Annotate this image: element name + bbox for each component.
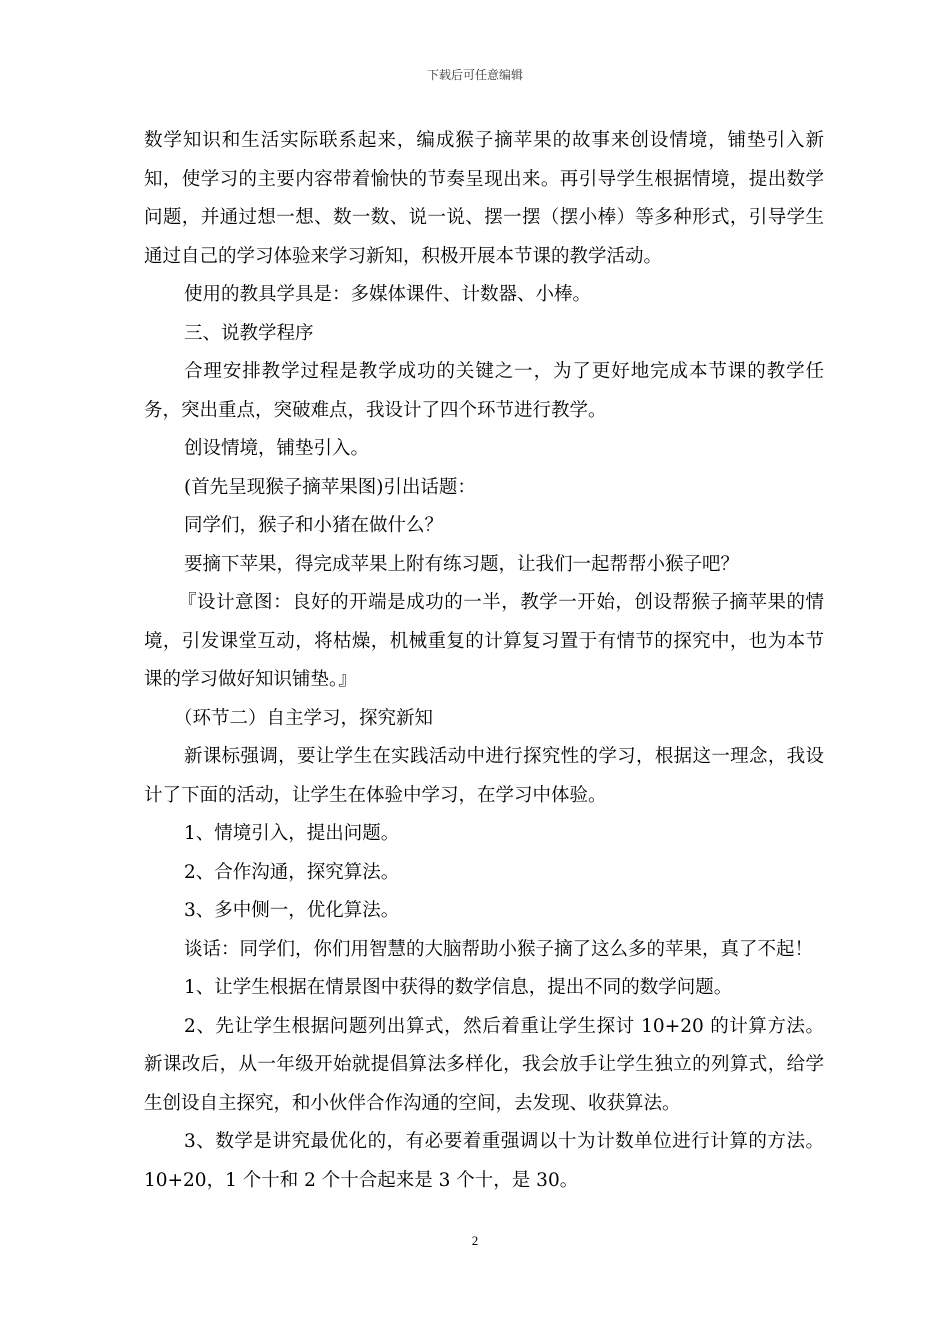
list-item: 1、情境引入，提出问题。	[184, 823, 400, 844]
list-item: 3、数学是讲究最优化的，有必要着重强调以十为计数单位进行计算的方法。10+20，1 个十和 2 个十合起来是 3 个十，是 30。	[144, 1131, 824, 1191]
paragraph: 要摘下苹果，得完成苹果上附有练习题，让我们一起帮帮小猴子吧？	[184, 553, 740, 575]
section-heading: （环节二）自主学习，探究新知	[174, 707, 434, 729]
list-item: 1、让学生根据在情景图中获得的数学信息，提出不同的数学问题。	[184, 977, 733, 998]
paragraph: 创设情境，铺垫引入。	[184, 438, 370, 459]
paragraph: 新课标强调，要让学生在实践活动中进行探究性的学习，根据这一理念，我设计了下面的活动，让学生在体验中学习，在学习中体验。	[144, 746, 824, 806]
paragraph: 合理安排教学过程是教学成功的关键之一，为了更好地完成本节课的教学任务，突出重点，突破难点，我设计了四个环节进行教学。	[144, 361, 824, 421]
paragraph: 同学们，猴子和小猪在做什么？	[184, 515, 444, 536]
paragraph: (首先呈现猴子摘苹果图)引出话题：	[184, 476, 476, 498]
section-heading: 三、说教学程序	[184, 322, 314, 344]
page-header: 下载后可任意编辑	[426, 68, 523, 82]
page-number: 2	[471, 1233, 479, 1248]
document-body	[144, 122, 824, 1200]
list-item: 2、合作沟通，探究算法。	[184, 861, 400, 883]
list-item: 3、多中侧一，优化算法。	[184, 900, 400, 921]
paragraph: 谈话：同学们，你们用智慧的大脑帮助小猴子摘了这么多的苹果，真了不起！	[184, 938, 814, 960]
list-item: 2、先让学生根据问题列出算式，然后着重让学生探讨 10+20 的计算方法。新课改后，从一年级开始就提倡算法多样化，我会放手让学生独立的列算式，给学生创设自主探究，和小伙伴合作沟通的空间，去发现、收获算法。	[144, 1015, 824, 1114]
design-intent-note: 『设计意图：良好的开端是成功的一半，教学一开始，创设帮猴子摘苹果的情境，引发课堂互动，将枯燥，机械重复的计算复习置于有情节的探究中，也为本节课的学习做好知识铺垫。』	[144, 592, 824, 690]
paragraph: 使用的教具学具是：多媒体课件、计数器、小棒。	[184, 284, 592, 305]
paragraph: 数学知识和生活实际联系起来，编成猴子摘苹果的故事来创设情境，铺垫引入新知，使学习的主要内容带着愉快的节奏呈现出来。再引导学生根据情境，提出数学问题，并通过想一想、数一数、说一说、摆一摆（摆小棒）等多种形式，引导学生通过自己的学习体验来学习新知，积极开展本节课的教学活动。	[144, 130, 824, 267]
